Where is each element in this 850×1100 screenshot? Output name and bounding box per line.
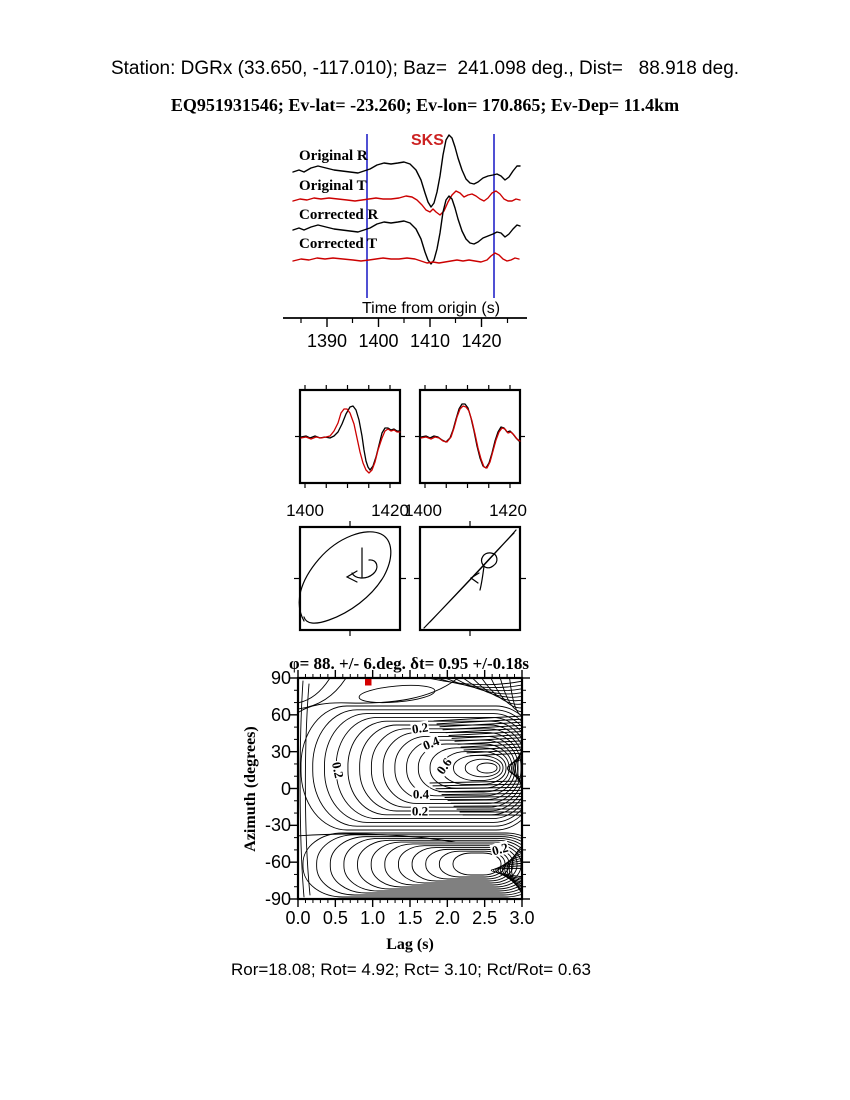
tick-label: 1420 <box>489 501 527 520</box>
contour-level-label: 0.6 <box>433 755 455 777</box>
tick-label: 1410 <box>409 331 451 351</box>
tick-label: 1400 <box>358 331 399 351</box>
contour-title: φ= 88. +/- 6.deg. δt= 0.95 +/-0.18s <box>289 654 529 673</box>
trace-label-corrected-t: Corrected T <box>299 236 378 252</box>
time-axis-label: Time from origin (s) <box>361 300 501 317</box>
contour-ylabel: Azimuth (degrees) <box>242 726 259 852</box>
tick-label: -30 <box>264 815 291 836</box>
tick-label: 1390 <box>306 331 348 351</box>
tick-label: 90 <box>270 668 291 688</box>
sks-phase-label: SKS <box>411 132 444 149</box>
contour-level-label: 0.2 <box>490 839 510 859</box>
trace-label-original-r: Original R <box>299 148 368 164</box>
tick-label: 3.0 <box>509 908 535 928</box>
stats-footer: Ror=18.08; Rot= 4.92; Rct= 3.10; Rct/Rot= 0.63 <box>230 960 592 979</box>
tick-label: 1400 <box>286 501 324 520</box>
contour-level-label: 0.2 <box>328 760 348 780</box>
contour-xlabel: Lag (s) <box>386 936 434 953</box>
tick-label: 2.5 <box>472 908 498 928</box>
contour-level-label: 0.4 <box>420 733 442 753</box>
station-title: Station: DGRx (33.650, -117.010); Baz= 241.098 deg., Dist= 88.918 deg. <box>110 58 740 79</box>
tick-label: 0.5 <box>322 908 348 928</box>
tick-label: 1400 <box>404 501 442 520</box>
trace-label-corrected-r: Corrected R <box>299 207 379 223</box>
event-title: EQ951931546; Ev-lat= -23.260; Ev-lon= 170.865; Ev-Dep= 11.4km <box>170 95 680 115</box>
tick-label: 0.0 <box>285 908 311 928</box>
tick-label: 2.0 <box>434 908 460 928</box>
tick-label: -90 <box>264 889 291 909</box>
tick-label: 1.0 <box>360 908 386 928</box>
tick-label: 0 <box>280 778 291 799</box>
tick-label: 30 <box>270 741 291 762</box>
contour-level-label: 0.2 <box>411 803 429 819</box>
tick-label: 60 <box>270 704 291 725</box>
contour-level-label: 0.2 <box>410 719 430 737</box>
trace-label-original-t: Original T <box>299 178 367 194</box>
tick-label: 1.5 <box>397 908 423 928</box>
contour-level-label: 0.4 <box>412 786 430 802</box>
tick-label: 1420 <box>461 331 502 351</box>
tick-label: -60 <box>264 852 291 873</box>
tick-label: 1420 <box>371 501 409 520</box>
